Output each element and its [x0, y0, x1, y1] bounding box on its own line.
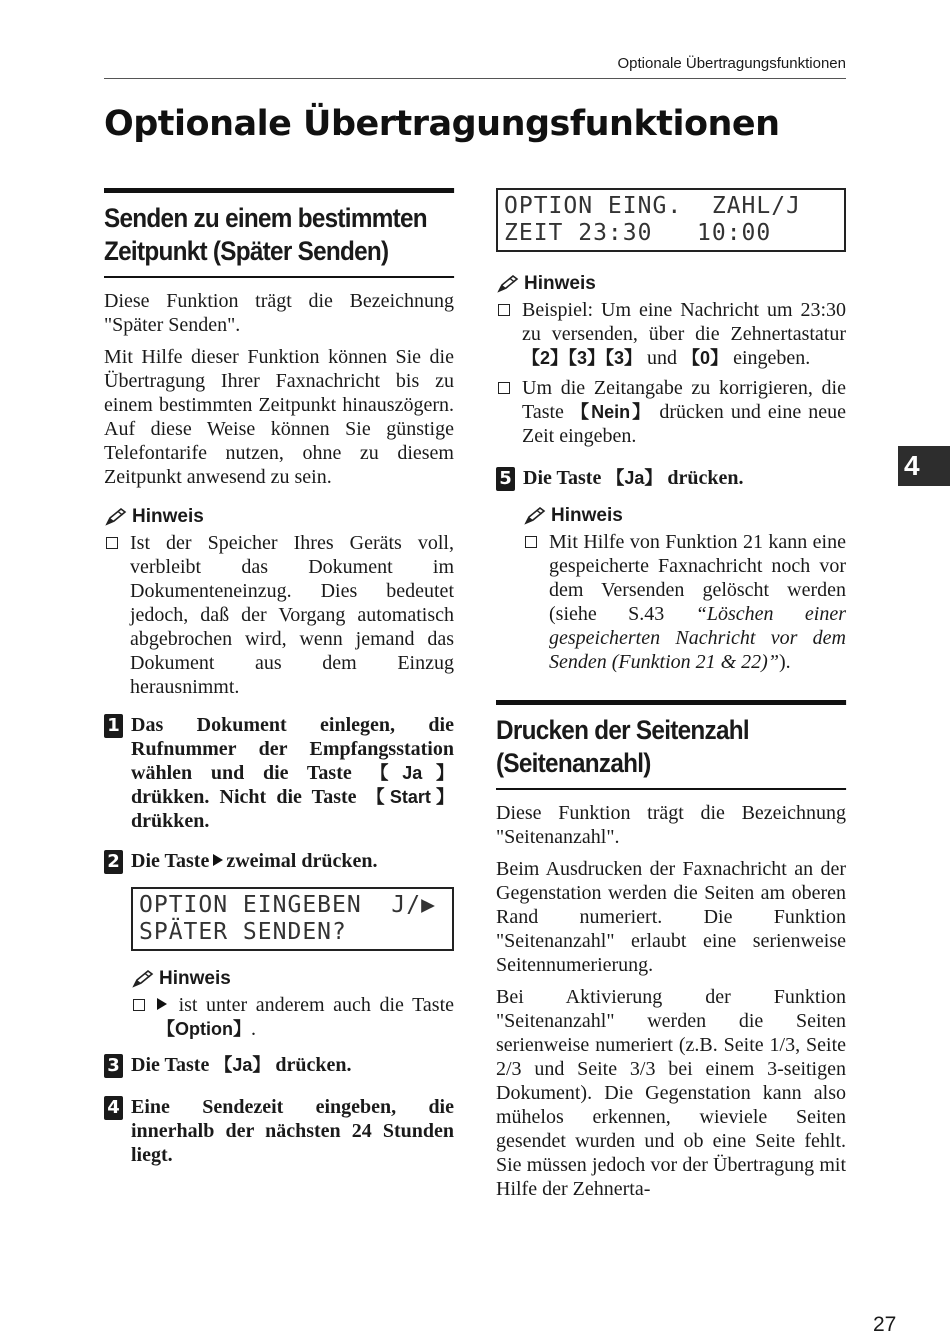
step-number: 3: [104, 1054, 123, 1078]
running-header: Optionale Übertragungsfunktionen: [617, 55, 846, 72]
paragraph: Diese Funktion trägt die Bezeichnung "Seitenanzahl".: [496, 802, 846, 848]
pencil-icon: [131, 969, 155, 989]
header-rule: [104, 78, 846, 79]
right-arrow-icon: [213, 854, 223, 866]
checkbox-bullet-icon: [525, 536, 537, 548]
checkbox-bullet-icon: [133, 999, 145, 1011]
note-label: Hinweis: [132, 506, 204, 527]
paragraph: Mit Hilfe dieser Funktion können Sie die Übertragung Ihrer Faxnachricht bis zu einem bestimmten Zeitpunkt hinauszögern. Auf diese Weise können Sie günstige Telefontarife nutzen, ohne zu diesem Zeitpunkt anwesend zu sein.: [104, 346, 454, 488]
note-item: Um die Zeitangabe zu korrigieren, die Taste 【 Nein 】 drücken und eine neue Zeit eingeben.: [496, 376, 846, 448]
paragraph: Beim Ausdrucken der Faxnachricht an der Gegenstation werden die Seiten am oberen Rand numeriert. Die Funktion "Seitenanzahl" erlaubt eine serienweise Seitennumerierung.: [496, 858, 846, 976]
note-label: Hinweis: [159, 968, 231, 989]
pencil-icon: [496, 274, 520, 294]
note-heading: [523, 504, 846, 528]
key-3: 【 3 】: [568, 348, 605, 368]
checkbox-bullet-icon: [106, 537, 118, 549]
cross-reference: “Löschen einer gespeicherten Nachricht vor dem Senden (Funktion 21 & 22)”: [549, 603, 846, 673]
note-label: Hinweis: [551, 505, 623, 526]
step-3: 3 Die Taste 【 Ja 】 drücken.: [104, 1053, 454, 1077]
lcd-display: OPTION EINGEBEN J/▶ SPÄTER SENDEN?: [131, 887, 454, 951]
key-ja: 【 Ja 】: [371, 763, 455, 783]
note-heading: [496, 272, 846, 296]
section-heading-spaeter-senden: Senden zu einem bestimmten Zeitpunkt (Später Senden): [104, 188, 454, 278]
step-5: 5 Die Taste 【 Ja 】 drücken.: [496, 466, 846, 490]
checkbox-bullet-icon: [498, 382, 510, 394]
key-2: 【 2 】: [522, 348, 568, 368]
paragraph: Diese Funktion trägt die Bezeichnung "Später Senden".: [104, 290, 454, 336]
pencil-icon: [104, 507, 128, 527]
step-number: 2: [104, 850, 123, 874]
chapter-tab: 4: [898, 446, 950, 486]
note-heading: [104, 505, 454, 529]
step-number: 4: [104, 1096, 123, 1120]
note-item: Beispiel: Um eine Nachricht um 23:30 zu versenden, über die Zehnertastatur 【 2 】【 3 】【 3 】 und 【 0 】 eingeben.: [496, 298, 846, 370]
key-0: 【 0 】: [682, 348, 728, 368]
step-number: 5: [496, 467, 515, 491]
note-item: Mit Hilfe von Funktion 21 kann eine gespeicherte Faxnachricht noch vor dem Versenden gelöscht werden (siehe S.43 “Löschen einer gespeicherten Nachricht vor dem Senden (Funktion 21 & 22)”).: [523, 530, 846, 674]
page-title: Optionale Übertragungsfunktionen: [104, 104, 780, 144]
key-ja: 【 Ja 】: [214, 1055, 270, 1075]
paragraph: Bei Aktivierung der Funktion "Seitenanzahl" werden die Seiten serienweise numeriert (z.B. Seite 1/3, Seite 2/3 und Seite 3/3 bei einem 3-seitigen Dokument). Die Gegenstation kann also mühelos erkennen, wieviele Seiten gesendet wurden und ob eine Seite fehlt. Sie müssen jedoch vor der Übertragung mit Hilfe der Zehnerta-: [496, 986, 846, 1200]
note-item: ist unter anderem auch die Taste 【 Option 】 .: [131, 993, 454, 1041]
pencil-icon: [523, 506, 547, 526]
section-heading-seitenanzahl: Drucken der Seitenzahl (Seitenanzahl): [496, 700, 846, 790]
checkbox-bullet-icon: [498, 304, 510, 316]
step-2: 2 Die Taste zweimal drücken.: [104, 849, 454, 873]
step-1: 1 Das Dokument einlegen, die Rufnummer der Empfangsstation wählen und die Taste 【 Ja 】 drükken. Nicht die Taste 【 Start 】drükken.: [104, 713, 454, 833]
key-3: 【 3 】: [605, 348, 642, 368]
step-number: 1: [104, 714, 123, 738]
step-4: 4 Eine Sendezeit eingeben, die innerhalb der nächsten 24 Stunden liegt.: [104, 1095, 454, 1167]
page-number: 27: [873, 1313, 897, 1336]
key-nein: 【 Nein 】: [571, 402, 652, 422]
right-column: [496, 188, 846, 1209]
note-label: Hinweis: [524, 273, 596, 294]
left-column: [104, 188, 454, 1167]
key-option: 【 Option 】: [157, 1019, 251, 1039]
lcd-display: OPTION EING. ZAHL/J ZEIT 23:30 10:00: [496, 188, 846, 252]
right-arrow-icon: [157, 998, 167, 1010]
key-start: 【 Start 】: [367, 787, 454, 807]
key-ja: 【 Ja 】: [606, 468, 662, 488]
note-item: Ist der Speicher Ihres Geräts voll, verbleibt das Dokument im Dokumenteneinzug. Dies bedeutet jedoch, daß der Vorgang automatisch abgebrochen wird, wenn jemand das Dokument aus dem Einzug herausnimmt.: [104, 531, 454, 699]
note-heading: [131, 967, 454, 991]
